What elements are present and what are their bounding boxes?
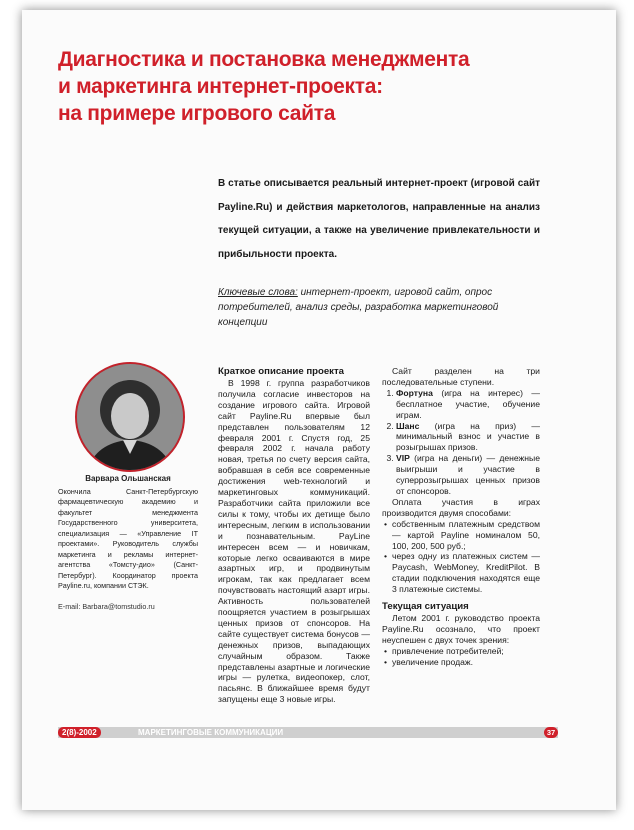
- author-bio: Окончила Санкт-Петербургскую фармацевтическую академию и факультет менеджмента Государственного университета, специализация — «Управление IT проектами». Руководитель службы маркетинга и рекламы интернет-агентства «Томсту-дио» (Санкт-Петербург). Координатор проекта Payline.ru, компании СТЭК.: [58, 486, 198, 590]
- author-block: [58, 474, 198, 592]
- list-item: • привлечение потребителей;: [392, 646, 540, 657]
- list-item: [396, 421, 540, 454]
- author-photo: [75, 362, 185, 472]
- article-lead: В статье описывается реальный интернет-проект (игровой сайт Payline.Ru) и действия маркетологов, направленные на анализ текущей ситуации, а также на увеличение привлекательности и прибыльности проекта.: [218, 178, 540, 260]
- page-number: 37: [544, 727, 558, 738]
- title-line: Диагностика и постановка менеджмента: [58, 48, 470, 71]
- text-column-1: [218, 366, 370, 705]
- stage-text: (игра на деньги) — денежные выигрыши и участие в суперрозыгрышах ценных призов от спонсоров.: [396, 453, 540, 496]
- stages-list: [382, 388, 540, 497]
- title-line: и маркетинга интернет-проекта:: [58, 75, 383, 98]
- keywords: [218, 285, 540, 330]
- paragraph: Оплата участия в играх производится двумя способами:: [382, 496, 540, 518]
- keywords-label: Ключевые слова:: [218, 287, 298, 298]
- list-item: [396, 388, 540, 421]
- author-name: Варвара Ольшанская: [85, 474, 171, 483]
- issue-badge: 2(8)-2002: [58, 727, 101, 738]
- paragraph: В 1998 г. группа разработчиков получила согласие инвесторов на создание игрового сайта. Игровой сайт Payline.Ru впервые был представлен пользователям 12 февраля 2001 г. Спустя год, 25 февраля 2002 г. начала работу новая, третья по счету версия сайта, вобравшая в себя все современные достижения web-технологий и маркетинговых коммуникаций. Разработчики сайта приложили все силы к тому, чтобы их детище было интересным, легким в использовании и познавательным. PayLine интересен всем — и новичкам, которые легко осваиваются в мире азартных игр, и продвинутым игрокам, так как предлагает всем почувствовать настоящий азарт игры. Активность пользователей поощряется участием в розыгрышах ценных призов от спонсоров. На сайте существует система бонусов — денежных призов, выпадающих случайным образом. Также представлены азартные и логические игры — рулетка, видеопокер, слот, пасьянс. В ближайшее время будут запущены еще 3 новые игры.: [218, 378, 370, 705]
- payment-list: [382, 519, 540, 595]
- points-list: [382, 646, 540, 668]
- article-title: [58, 46, 528, 127]
- section-name: МАРКЕТИНГОВЫЕ КОММУНИКАЦИИ: [138, 728, 284, 737]
- paragraph: Сайт разделен на три последовательные ступени.: [382, 366, 540, 387]
- section-heading: Краткое описание проекта: [218, 366, 345, 377]
- list-item: • увеличение продаж.: [392, 657, 540, 668]
- author-email: E-mail: Barbara@tomstudio.ru: [58, 602, 155, 611]
- paragraph: Летом 2001 г. руководство проекта Payline.Ru осознало, что проект неуспешен с двух точек зрения:: [382, 613, 540, 645]
- section-heading: Текущая ситуация: [382, 601, 469, 613]
- list-item: • собственным платежным средством — картой Payline номиналом 50, 100, 200, 500 руб.;: [392, 519, 540, 552]
- list-item: [396, 453, 540, 497]
- stage-name: VIP: [396, 453, 410, 464]
- keywords-text: интернет-проект, игровой сайт, опрос потребителей, анализ среды, разработка маркетинговой концепции: [218, 287, 499, 328]
- portrait-image: [77, 364, 183, 470]
- stage-text: (игра на интерес) — бесплатное участие, обучение играм.: [396, 387, 540, 420]
- stage-name: Шанс: [396, 420, 420, 431]
- page-footer: [58, 727, 558, 738]
- list-item: • через одну из платежных систем — Paycash, WebMoney, KreditPilot. В стадии подключения находятся еще 3 платежные системы.: [392, 551, 540, 595]
- text-column-2: [382, 366, 540, 668]
- stage-name: Фортуна: [396, 387, 433, 398]
- stage-text: (игра на приз) — минимальный взнос и участие в розыгрышах призов.: [396, 420, 540, 453]
- title-line: на примере игрового сайта: [58, 102, 336, 125]
